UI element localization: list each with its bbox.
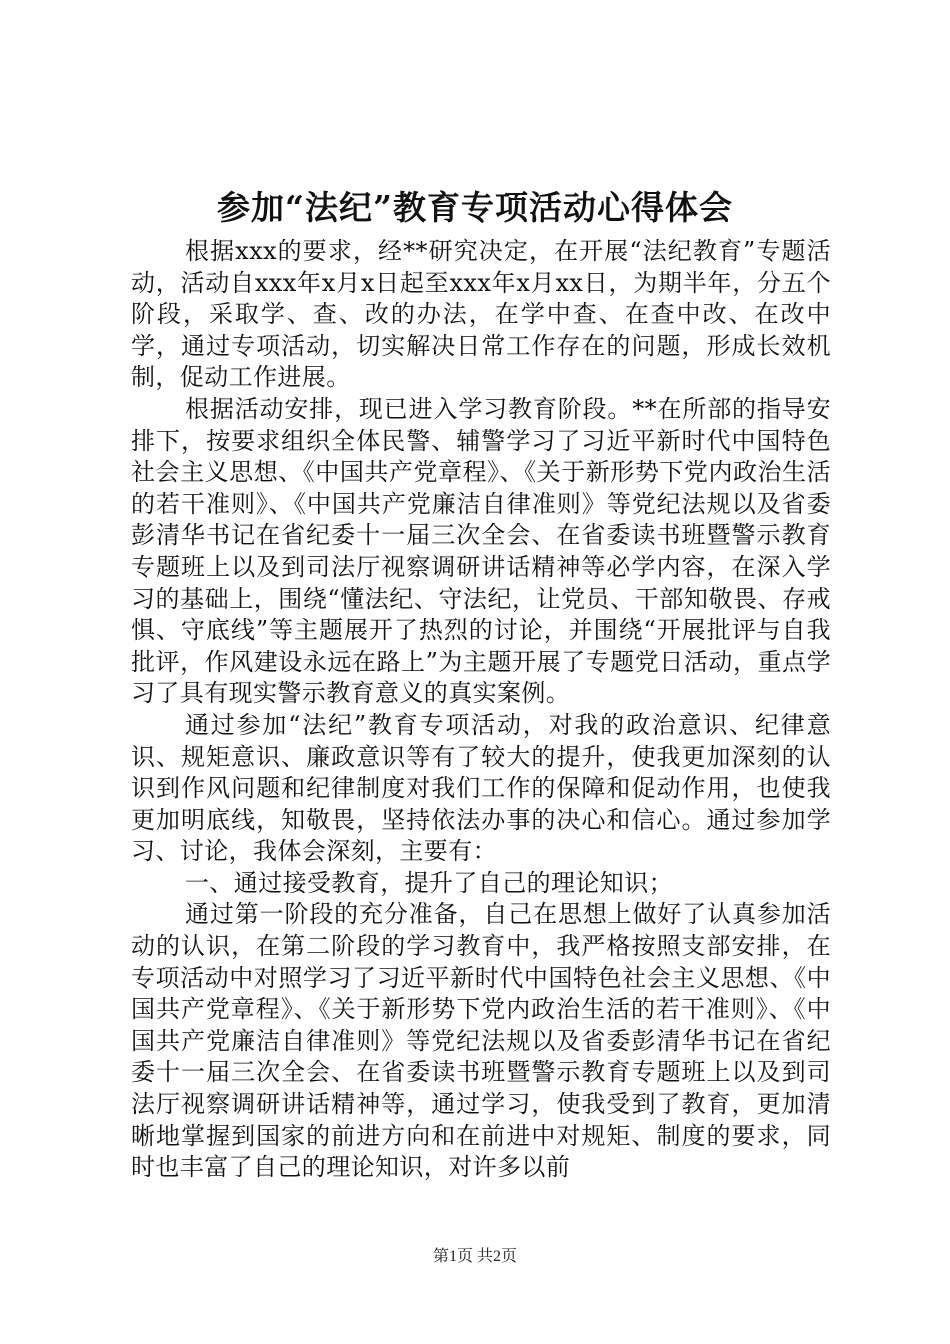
page-number-footer: 第1页 共2页: [432, 1248, 517, 1265]
document-body: [131, 236, 831, 1184]
paragraph-intro: 根据xxx的要求，经**研究决定，在开展“法纪教育”专题活动，活动自xxx年x月x日起至xxx年x月xx日，为期半年，分五个阶段，采取学、查、改的办法，在学中查、在查中改、在改中学，通过专项活动，切实解决日常工作存在的问题，形成长效机制，促动工作进展。: [131, 237, 831, 392]
paragraph-reflection: 通过参加“法纪”教育专项活动，对我的政治意识、纪律意识、规矩意识、廉政意识等有了较大的提升，使我更加深刻的认识到作风问题和纪律制度对我们工作的保障和促动作用，也使我更加明底线，知敬畏，坚持依法办事的决心和信心。通过参加学习、讨论，我体会深刻，主要有：: [131, 710, 831, 866]
paragraph-theory-knowledge: 通过第一阶段的充分准备，自己在思想上做好了认真参加活动的认识，在第二阶段的学习教育中，我严格按照支部安排，在专项活动中对照学习了习近平新时代中国特色社会主义思想、《中国共产党章程》、《关于新形势下党内政治生活的若干准则》、《中国共产党廉洁自律准则》等党纪法规以及省委彭清华书记在省纪委十一届三次全会、在省委读书班暨警示教育专题班上以及到司法厅视察调研讲话精神等，通过学习，使我受到了教育，更加清晰地掌握到国家的前进方向和在前进中对规矩、制度的要求，同时也丰富了自己的理论知识，对许多以前: [131, 900, 831, 1182]
section-heading-one: 一、通过接受教育，提升了自己的理论知识；: [185, 868, 673, 897]
paragraph-study-stage: 根据活动安排，现已进入学习教育阶段。**在所部的指导安排下，按要求组织全体民警、辅警学习了习近平新时代中国特色社会主义思想、《中国共产党章程》、《关于新形势下党内政治生活的若干准则》、《中国共产党廉洁自律准则》等党纪法规以及省委彭清华书记在省纪委十一届三次全会、在省委读书班暨警示教育专题班上以及到司法厅视察调研讲话精神等必学内容，在深入学习的基础上，围绕“懂法纪、守法纪，让党员、干部知敬畏、存戒惧、守底线”等主题展开了热烈的讨论，并围绕“开展批评与自我批评，作风建设永远在路上”为主题开展了专题党日活动，重点学习了具有现实警示教育意义的真实案例。: [131, 394, 831, 708]
document-title: 参加“法纪”教育专项活动心得体会: [217, 188, 733, 227]
